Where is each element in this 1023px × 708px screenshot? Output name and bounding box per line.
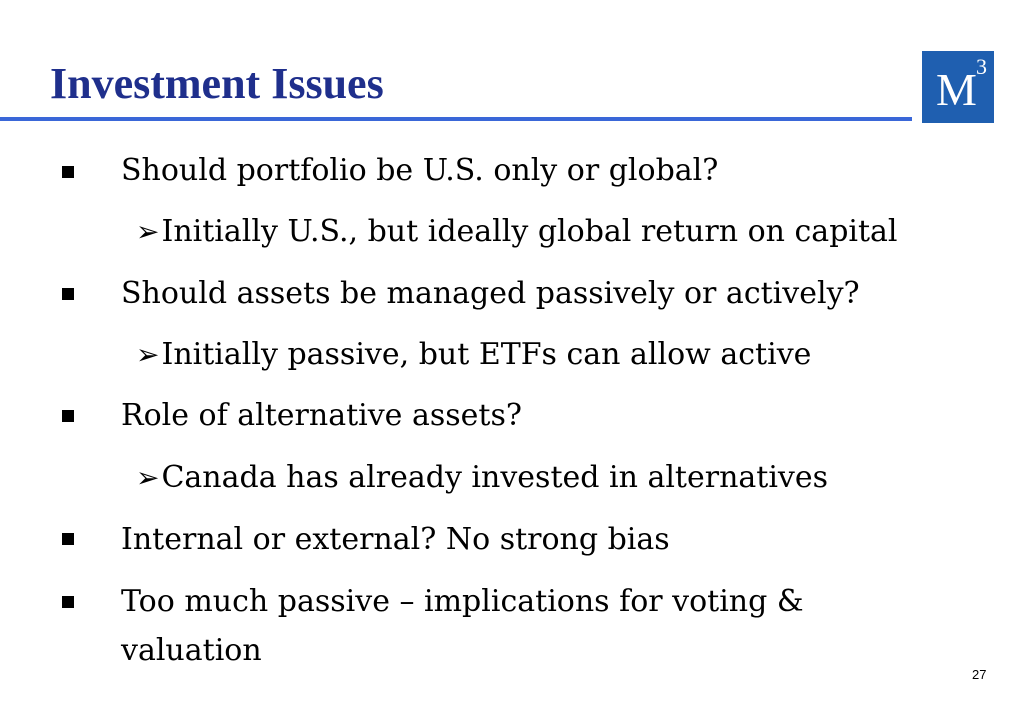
page-number: 27 — [972, 667, 987, 682]
sub-bullet-text: Initially U.S., but ideally global return on capital — [161, 214, 898, 249]
arrow-bullet-icon: ➢ — [136, 338, 160, 371]
bullet-square-icon — [62, 533, 74, 545]
sub-bullet-item — [136, 209, 898, 255]
bullet-item: Too much passive – implications for voting & — [121, 584, 804, 619]
logo-superscript: 3 — [976, 54, 987, 79]
bullet-item: Should assets be managed passively or actively? — [121, 276, 860, 311]
bullet-item: Should portfolio be U.S. only or global? — [121, 153, 719, 188]
bullet-square-icon — [62, 410, 74, 422]
bullet-square-icon — [62, 166, 74, 178]
sub-bullet-text: Initially passive, but ETFs can allow active — [161, 337, 812, 372]
bullet-item: Internal or external? No strong bias — [121, 522, 670, 557]
logo-letter: M — [936, 64, 977, 115]
arrow-bullet-icon: ➢ — [136, 461, 160, 494]
arrow-bullet-icon: ➢ — [136, 215, 160, 248]
sub-bullet-text: Canada has already invested in alternatives — [161, 460, 829, 495]
bullet-square-icon — [62, 596, 74, 608]
bullet-square-icon — [62, 288, 74, 300]
bullet-item-continuation: valuation — [121, 633, 262, 668]
slide-title: Investment Issues — [50, 59, 384, 108]
sub-bullet-item — [136, 332, 811, 378]
bullet-item: Role of alternative assets? — [121, 398, 522, 433]
sub-bullet-item — [136, 455, 828, 501]
